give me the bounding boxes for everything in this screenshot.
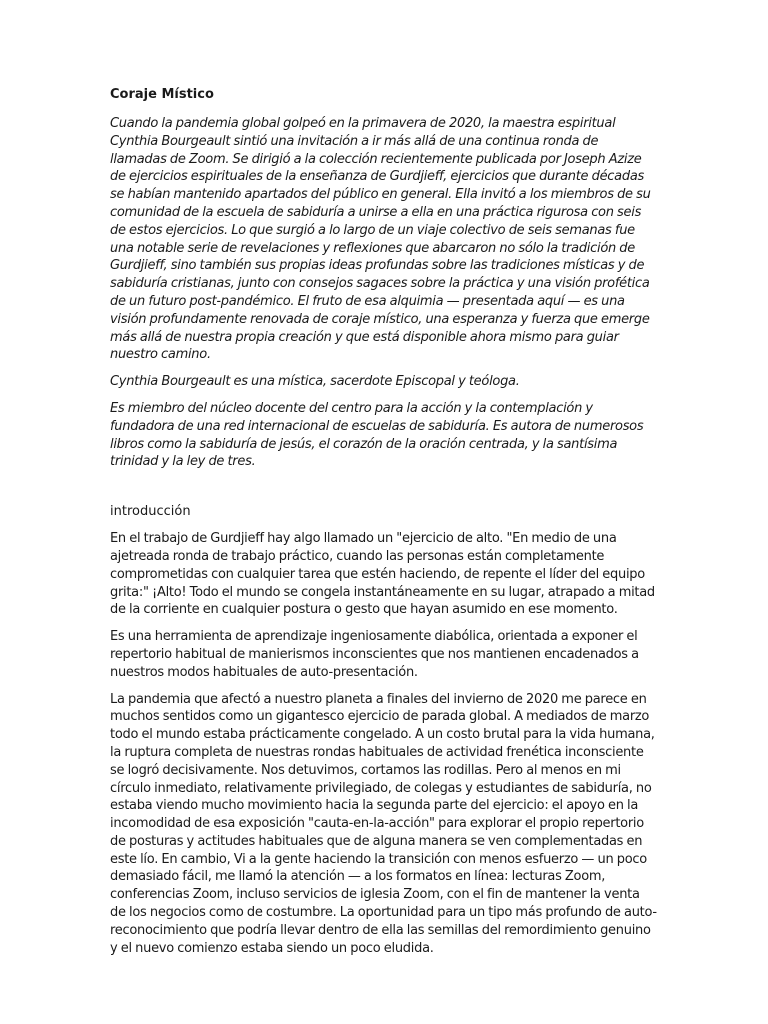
body-paragraph-learning-tool: Es una herramienta de aprendizaje ingeniosamente diabólica, orientada a exponer el repertorio habitual de manierismos inconscientes que nos mantienen encadenados a nuestros modos habituales de auto-presentación.	[110, 629, 639, 680]
intro-paragraph-synopsis: Cuando la pandemia global golpeó en la primavera de 2020, la maestra espiritual Cynthia Bourgeault sintió una invitación a ir más allá de una continua ronda de llamadas de Zoom. Se dirigió a la colección recientemente publicada por Joseph Azize de ejercicios espirituales de la enseñanza de Gurdjieff, ejercicios que durante décadas se habían mantenido apartados del público en general. Ella invitó a los miembros de su comunidad de la escuela de sabiduría a unirse a ella en una práctica rigurosa con seis de estos ejercicios. Lo que surgió a lo largo de un viaje colectivo de seis semanas fue una notable serie de revelaciones y reflexiones que abarcaron no sólo la tradición de Gurdjieff, sino también sus propias ideas profundas sobre las tradiciones místicas y de sabiduría cristianas, junto con consejos sagaces sobre la práctica y una visión profética de un futuro post-pandémico. El fruto de esa alquimia — presentada aquí — es una visión profundamente renovada de coraje místico, una esperanza y fuerza que emerge más allá de nuestra propia creación y que está disponible ahora mismo para guiar nuestro camino.	[110, 116, 651, 363]
section-heading: introducción	[110, 504, 191, 520]
intro-paragraph-bio: Es miembro del núcleo docente del centro para la acción y la contemplación y fundadora de una red internacional de escuelas de sabiduría. Es autora de numerosos libros como la sabiduría de jesús, el corazón de la oración centrada, y la santísima trinidad y la ley de tres.	[110, 400, 644, 470]
intro-paragraph-author: Cynthia Bourgeault es una mística, sacerdote Episcopal y teóloga.	[110, 374, 520, 390]
body-paragraph-stop-exercise: En el trabajo de Gurdjieff hay algo llamado un "ejercicio de alto. "En medio de una ajetreada ronda de trabajo práctico, cuando las personas están completamente comprometidas con cualquier tarea que estén haciendo, de repente el líder del equipo grita:" ¡Alto! Todo el mundo se congela instantáneamente en su lugar, atrapado a mitad de la corriente en cualquier postura o gesto que hayan asumido en ese momento.	[110, 531, 655, 618]
section-spacer	[110, 480, 658, 503]
document-title: Coraje Místico	[110, 87, 214, 102]
body-paragraph-pandemic: La pandemia que afectó a nuestro planeta a finales del invierno de 2020 me parece en muchos sentidos como un gigantesco ejercicio de parada global. A mediados de marzo todo el mundo estaba prácticamente congelado. A un costo brutal para la vida humana, la ruptura completa de nuestras rondas habituales de actividad frenética inconsciente se logró decisivamente. Nos detuvimos, cortamos las rodillas. Pero al menos en mi círculo inmediato, relativamente privilegiado, de colegas y estudiantes de sabiduría, no estaba viendo mucho movimiento hacia la segunda parte del ejercicio: el apoyo en la incomodidad de esa exposición "cauta-en-la-acción" para explorar el propio repertorio de posturas y actitudes habituales que de alguna manera se ven complementadas en este lío. En cambio, Vi a la gente haciendo la transición con menos esfuerzo — un poco demasiado fácil, me llamó la atención — a los formatos en línea: lecturas Zoom, conferencias Zoom, incluso servicios de iglesia Zoom, con el fin de mantener la venta de los negocios como de costumbre. La oportunidad para un tipo más profundo de auto-reconocimiento que podría llevar dentro de ella las semillas del remordimiento genuino y el nuevo comienzo estaba siendo un poco eludida.	[110, 691, 657, 956]
document-content	[110, 86, 658, 966]
